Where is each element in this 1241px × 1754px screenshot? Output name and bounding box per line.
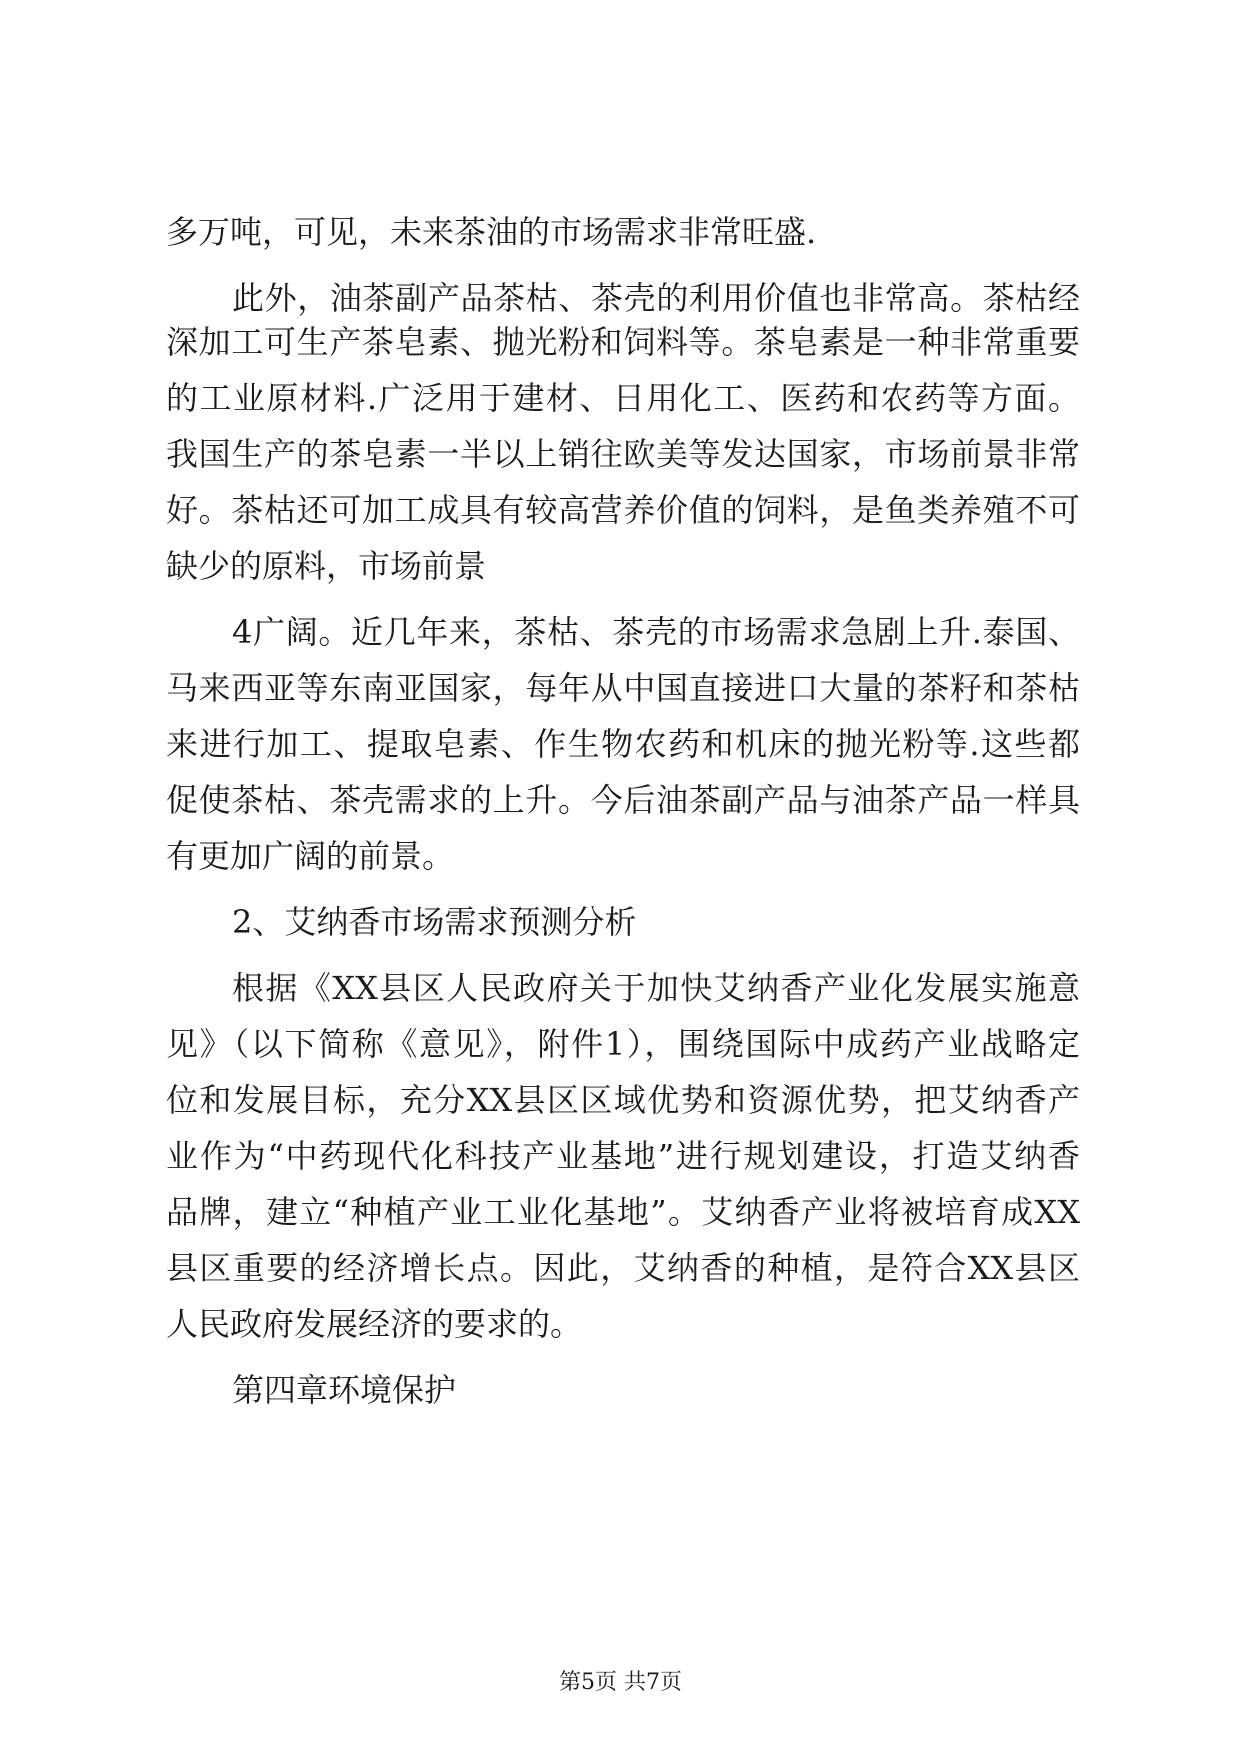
text-line: 促使茶枯、茶壳需求的上升。今后油茶副产品与油茶产品一样具 (166, 781, 1080, 819)
paragraph-start-line: 此外，油茶副产品茶枯、茶壳的利用价值也非常高。茶枯经 (232, 279, 1080, 317)
text-line: 好。茶枯还可加工成具有较高营养价值的饲料，是鱼类养殖不可 (166, 491, 1080, 529)
text-line: 多万吨，可见，未来茶油的市场需求非常旺盛. (166, 213, 817, 251)
text-line: 业作为“中药现代化科技产业基地”进行规划建设，打造艾纳香 (166, 1137, 1080, 1175)
section-heading: 2、艾纳香市场需求预测分析 (232, 903, 637, 941)
text-line: 缺少的原料，市场前景 (166, 547, 487, 585)
text-line: 品牌，建立“种植产业工业化基地”。艾纳香产业将被培育成XX (166, 1193, 1080, 1231)
text-line: 我国生产的茶皂素一半以上销往欧美等发达国家，市场前景非常 (166, 435, 1080, 473)
text-line: 人民政府发展经济的要求的。 (166, 1305, 583, 1343)
text-line: 位和发展目标，充分XX县区区域优势和资源优势，把艾纳香产 (166, 1081, 1080, 1119)
text-line: 县区重要的经济增长点。因此，艾纳香的种植，是符合XX县区 (166, 1249, 1080, 1287)
text-line: 深加工可生产茶皂素、抛光粉和饲料等。茶皂素是一种非常重要 (166, 323, 1080, 361)
page-number-footer: 第5页 共7页 (559, 1670, 682, 1695)
text-line: 来进行加工、提取皂素、作生物农药和机床的抛光粉等.这些都 (166, 725, 1080, 763)
chapter-heading: 第四章环境保护 (232, 1371, 457, 1409)
text-line: 的工业原材料.广泛用于建材、日用化工、医药和农药等方面。 (166, 379, 1080, 417)
text-line: 见》（以下简称《意见》，附件1），围绕国际中成药产业战略定 (166, 1025, 1080, 1063)
paragraph-start-line: 根据《XX县区人民政府关于加快艾纳香产业化发展实施意 (232, 969, 1080, 1007)
text-line: 马来西亚等东南亚国家，每年从中国直接进口大量的茶籽和茶枯 (166, 669, 1080, 707)
paragraph-start-line: 4广阔。近几年来，茶枯、茶壳的市场需求急剧上升.泰国、 (232, 613, 1080, 651)
text-line: 有更加广阔的前景。 (166, 837, 455, 875)
